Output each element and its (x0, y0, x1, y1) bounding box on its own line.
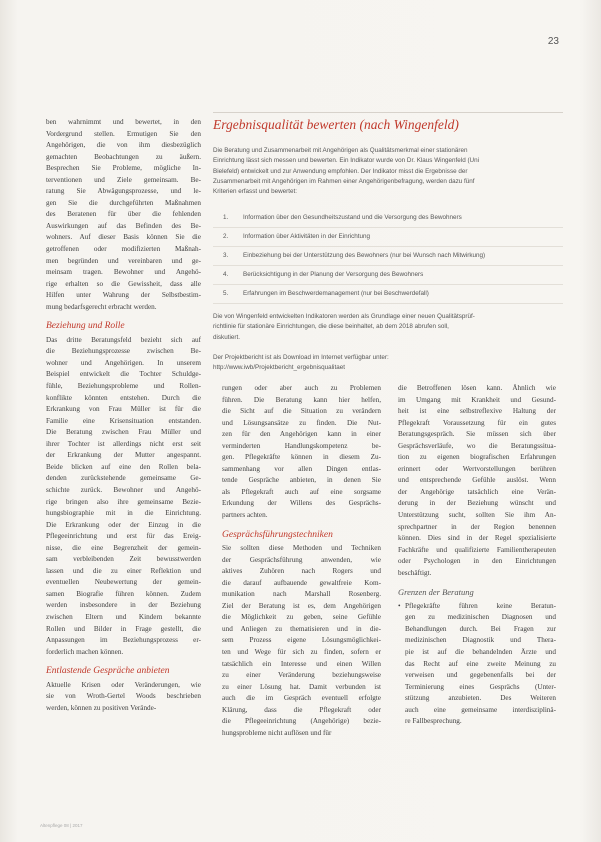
text-line: die Betroffenen lösen kann. Ähnlich wie (398, 384, 556, 392)
heading-gespraechsfuehrung: Gesprächsführungstechniken (222, 529, 333, 540)
page-number: 23 (547, 36, 559, 47)
text-line: auch die im Gespräch eventuell erfolgte (222, 694, 381, 703)
text-line: sem Prozess eigene Lösungsmöglichkei- (222, 636, 381, 645)
text-line: Besprechen Sie Probleme, mögliche In- (46, 164, 201, 173)
text-line: Rollen und Bilder in Frage gestellt, die (46, 624, 201, 633)
box-text-line: http://www.iwb/Projektbericht_ergebnisqualitaet (213, 364, 345, 372)
text-line: nisse, die eine Begrenzheit der gemein- (46, 543, 201, 552)
text-line: der Erkrankung der Mutter angespannt. (46, 451, 201, 460)
box-text-line: richtlinie für stationäre Einrichtungen, die diese beinhaltet, ab dem 2018 abrufen soll, (213, 323, 449, 331)
text-line: verweisen und gegebenenfalls bei der (405, 671, 556, 680)
text-line: wohner und Angehörigen. In unserem (46, 358, 201, 367)
text-line: fühle, Beziehungsprobleme und Rollen- (46, 382, 201, 391)
text-line: wohners. Auf dieser Basis können Sie die (46, 233, 201, 242)
criteria-text: Information über den Gesundheitszustand und die Versorgung des Bewohners (243, 214, 462, 221)
text-line: der Gesprächsführung anwenden, wie (222, 555, 381, 564)
text-line: zu einer Lösung hat. Damit verbunden ist (222, 682, 381, 691)
text-line: Angehörigen, die von ihm diesbezüglich (46, 141, 201, 150)
text-line: Pflegekraft Voraussetzung für ein gutes (398, 418, 556, 427)
text-line: tion zu eigenen biografischen Erfahrungen (398, 453, 556, 462)
text-line: gen zu medizinischen Diagnosen und (405, 613, 556, 622)
text-line: Die Beratung zwischen Frau Müller und (46, 428, 201, 437)
text-line: meinsam tragen. Bewohner und Angehö- (46, 268, 201, 277)
criteria-text: Information über Aktivitäten in der Einrichtung (243, 233, 371, 240)
text-line: ratung Sie Abwägungsprozesse, und le- (46, 187, 201, 196)
criteria-item (213, 233, 563, 252)
text-line: sie von Wroth-Gertel Woods beschrieben (46, 692, 201, 701)
left-para-2 (46, 335, 201, 658)
text-line: sprechpartner in der Region benennen (398, 522, 556, 531)
text-line: denden zurückstehende gemeinsame Ge- (46, 474, 201, 483)
text-line: gen Sie die durchgeführten Maßnahmen (46, 198, 201, 207)
info-box (213, 112, 563, 372)
text-line: Beispiel entwickelt die Tochter Schuldge- (46, 370, 201, 379)
text-line: die Beziehungsprozesse zwischen Be- (46, 347, 201, 356)
text-line: auch eine gemeinsame interdisziplinä- (405, 705, 556, 714)
text-line: Terminierung eines Gesprächs (Unter- (405, 682, 556, 691)
text-line: stützung anzubieten. Des Weiteren (405, 694, 556, 703)
text-line: sam verbleibenden Zeit bewusstwerden (46, 555, 201, 564)
box-footer-text (213, 312, 563, 374)
text-line: Vordergrund stellen. Ermutigen Sie den (46, 129, 201, 138)
text-line: die Pflegeeinrichtung (Angehörige) bezie- (222, 717, 381, 726)
right-para-1 (398, 383, 556, 579)
text-line: Erkrankung von Frau Müller ist für die (46, 405, 201, 414)
text-line: Erkundung der Willens des Gesprächs- (222, 499, 381, 508)
text-line: lassen und die zu einer Reflektion und (46, 566, 201, 575)
box-text-line (213, 343, 563, 353)
text-line: heit ist eine selbstreflexive Haltung der (398, 407, 556, 416)
text-line: Beratungsgespräch. Sie müssen sich über (398, 430, 556, 439)
text-line: oder Psychologen in den Einrichtungen (398, 557, 556, 566)
box-text-line: Kriterien erfasst und bewertet: (213, 188, 297, 196)
text-line: Hilfen unter Wahrung der Selbstbestim- (46, 291, 201, 300)
text-line: partners achten. (222, 511, 268, 520)
criteria-text: Berücksichtigung in der Planung der Versorgung des Bewohners (243, 271, 424, 278)
box-title: Ergebnisqualität bewerten (nach Wingenfeld) (213, 117, 459, 132)
text-line: rungen oder aber auch zu Problemen (222, 384, 381, 392)
text-line: medizinischen Diagnostik und Thera- (405, 636, 556, 645)
text-line: samen Biografie führen können. Zudem (46, 589, 201, 598)
text-line: Klärung, dass die Pflegekraft oder (222, 705, 381, 714)
criteria-item (213, 252, 563, 271)
text-line: Ziel der Beratung ist es, dem Angehörigen (222, 601, 381, 610)
text-line: mung bedarfsgerecht erbracht werden. (46, 302, 157, 311)
text-line: ihrer Tochter ist allerdings nicht erst seit (46, 439, 201, 448)
criteria-item (213, 271, 563, 290)
text-line: pie ist auf die behandelnden Ärzte und (405, 648, 556, 657)
text-line: und Lösungsansätze zu finden. Die Nut- (222, 418, 381, 427)
text-line: werden, können zu positiven Verände- (46, 703, 157, 712)
text-line: das Recht auf eine zweite Meinung zu (405, 659, 556, 668)
box-text-line: Einrichtung lässt sich messen und bewerten. Ein Indikator wurde von Dr. Klaus Wingenfeld (Uni (213, 157, 480, 165)
text-line: Auswirkungen auf das Befinden des Be- (46, 221, 201, 230)
text-line: rige erhalten so die Gewissheit, dass alle (46, 279, 201, 288)
text-line: derung in der Beziehung wünscht und (398, 499, 556, 508)
text-line: men begründen und vereinbaren und ge- (46, 256, 201, 265)
criteria-number: 2. (223, 233, 229, 240)
left-para-1 (46, 117, 201, 313)
text-line: als Pflegekraft auch auf eine sorgsame (222, 487, 381, 496)
text-line: Behandlungen durch. Bei Fragen zur (405, 624, 556, 633)
box-text-line: Zusammenarbeit mit Angehörigen im Rahmen einer Angehörigenbefragung, werden dazu fünf (213, 177, 475, 185)
text-line: zwischen Eltern und Kindern bekannte (46, 612, 201, 621)
text-line: des Beratenen für über die fehlenden (46, 210, 201, 219)
criteria-text: Erfahrungen im Beschwerdemanagement (nur bei Beschwerdefall) (243, 290, 429, 297)
text-line: munikation nach Marshall Rosenberg. (222, 590, 381, 599)
middle-column (222, 383, 381, 739)
criteria-number: 5. (223, 290, 229, 297)
box-text-line: Der Projektbericht ist als Download im Internet verfügbar unter: (213, 354, 389, 362)
criteria-text: Einbeziehung bei der Unterstützung des Bewohners (nur bei Wunsch nach Mitwirkung) (243, 252, 486, 259)
left-column (46, 117, 201, 714)
text-line: zu einer Veränderung beziehungsweise (222, 671, 381, 680)
text-line: Anpassungen im Beziehungsprozess er- (46, 636, 201, 645)
text-line: getroffenen oder modifizierten Maßnah- (46, 245, 201, 254)
text-line: Aktuelle Krisen oder Veränderungen, wie (46, 680, 201, 689)
text-line: und Anliegen zu thematisieren und in die- (222, 624, 381, 633)
box-text-line: Die Beratung und Zusammenarbeit mit Angehörigen als Qualitätsmerkmal einer stationären (213, 147, 468, 154)
box-text-line: Bielefeld) entwickelt und zur Anwendung empfohlen. Der Indikator misst die Ergebnisse der (213, 167, 468, 175)
text-line: gemachten Beobachtungen zu äußern. (46, 152, 201, 161)
criteria-item (213, 290, 563, 309)
text-line: beschäftigt. (398, 568, 432, 577)
mid-para-1 (222, 383, 381, 522)
text-line: ten und Wege für sich zu finden, sofern er (222, 648, 381, 657)
text-line: gen. Pflegekräfte können in diesem Zu- (222, 453, 381, 462)
text-line: die darauf aufbauende gewaltfreie Kom- (222, 578, 381, 587)
text-line: hungsbiographie mit in die Einrichtung. (46, 509, 201, 518)
text-line: im Umgang mit Krankheit und Gesund- (398, 395, 556, 404)
criteria-list (213, 214, 563, 309)
text-line: Gesprächsverläufe, wo die Beratungssitua- (398, 441, 556, 450)
text-line: die Sicht auf die Situation zu verändern (222, 407, 381, 416)
text-line: und entsprechende Gefühle auslöst. Wenn (398, 476, 556, 485)
text-line: re Fallbesprechung. (405, 717, 462, 726)
box-intro (213, 146, 563, 197)
page-footer: Altenpflege 08 | 2017 (40, 823, 83, 828)
mid-para-2 (222, 543, 381, 739)
right-bullets (398, 601, 556, 728)
text-line: ben wahrnimmt und bewertet, in den (46, 118, 201, 126)
text-line: Die Erkrankung oder der Einzug in die (46, 520, 201, 529)
text-line: Das dritte Beratungsfeld bezieht sich auf (46, 335, 201, 344)
box-text-line: Die von Wingenfeld entwickelten Indikatoren werden als Grundlage einer neuen Qualitätsprüf- (213, 313, 475, 320)
criteria-item (213, 214, 563, 233)
heading-grenzen-beratung: Grenzen der Beratung (398, 587, 474, 598)
criteria-number: 3. (223, 252, 229, 259)
text-line: können. Dies sind in der Regel spezialisierte (398, 534, 556, 543)
text-line: Pflegeeinrichtung und erst für das Ereig- (46, 532, 201, 541)
text-line: Familie eine Krisensituation entstanden. (46, 416, 201, 425)
text-line: der Angehörige tatsächlich eine Verän- (398, 487, 556, 496)
heading-entlastende-gespraeche: Entlastende Gespräche anbieten (46, 666, 170, 677)
left-para-3 (46, 680, 201, 715)
text-line: forderlich machen können. (46, 647, 124, 656)
text-line: sammenhang vor allen Dingen entlas- (222, 464, 381, 473)
text-line: die Möglichkeit zu geben, seine Gefühle (222, 613, 381, 622)
box-text-line: diskutiert. (213, 333, 240, 341)
text-line: zen für den Angehörigen kann in einer (222, 430, 381, 439)
text-line: verminderten Handlungskompetenz be- (222, 441, 381, 450)
text-line: schichte zurück. Bewohner und Angehö- (46, 485, 201, 494)
heading-beziehung-rolle: Beziehung und Rolle (46, 321, 125, 332)
text-line: erinnert oder Wertvorstellungen berühren (398, 464, 556, 473)
criteria-number: 1. (223, 214, 229, 221)
text-line: konflikte könnten entstehen. Durch die (46, 393, 201, 402)
text-line: werden insbesondere in der Beziehung (46, 601, 201, 610)
right-column (398, 383, 556, 728)
text-line: Beide blicken auf eine den Rollen bela- (46, 462, 201, 471)
bullet-item: • Pflegekräfte führen keine Beratun- (398, 601, 556, 613)
text-line: terventionen und Ziele gemeinsam. Be- (46, 175, 201, 184)
text-line: aktives Zuhören nach Rogers und (222, 567, 381, 576)
text-line: Sie sollten diese Methoden und Techniken (222, 544, 381, 553)
text-line: Fachkräfte und qualifizierte Familientherapeuten (398, 545, 556, 554)
criteria-number: 4. (223, 271, 229, 278)
text-line: hungsprobleme nicht auflösen und für (222, 728, 332, 737)
text-line: rige bringen also ihre gemeinsame Bezie- (46, 497, 201, 506)
text-line: tende Gespräche anbieten, in denen Sie (222, 476, 381, 485)
text-line: Unterstützung sucht, sollten Sie ihm An- (398, 511, 556, 520)
text-line: eventuellen Neubewertung der gemein- (46, 578, 201, 587)
text-line: führen. Die Beratung kann hier helfen, (222, 395, 381, 404)
text-line: tatsächlich ein Interesse und einen Willen (222, 659, 381, 668)
